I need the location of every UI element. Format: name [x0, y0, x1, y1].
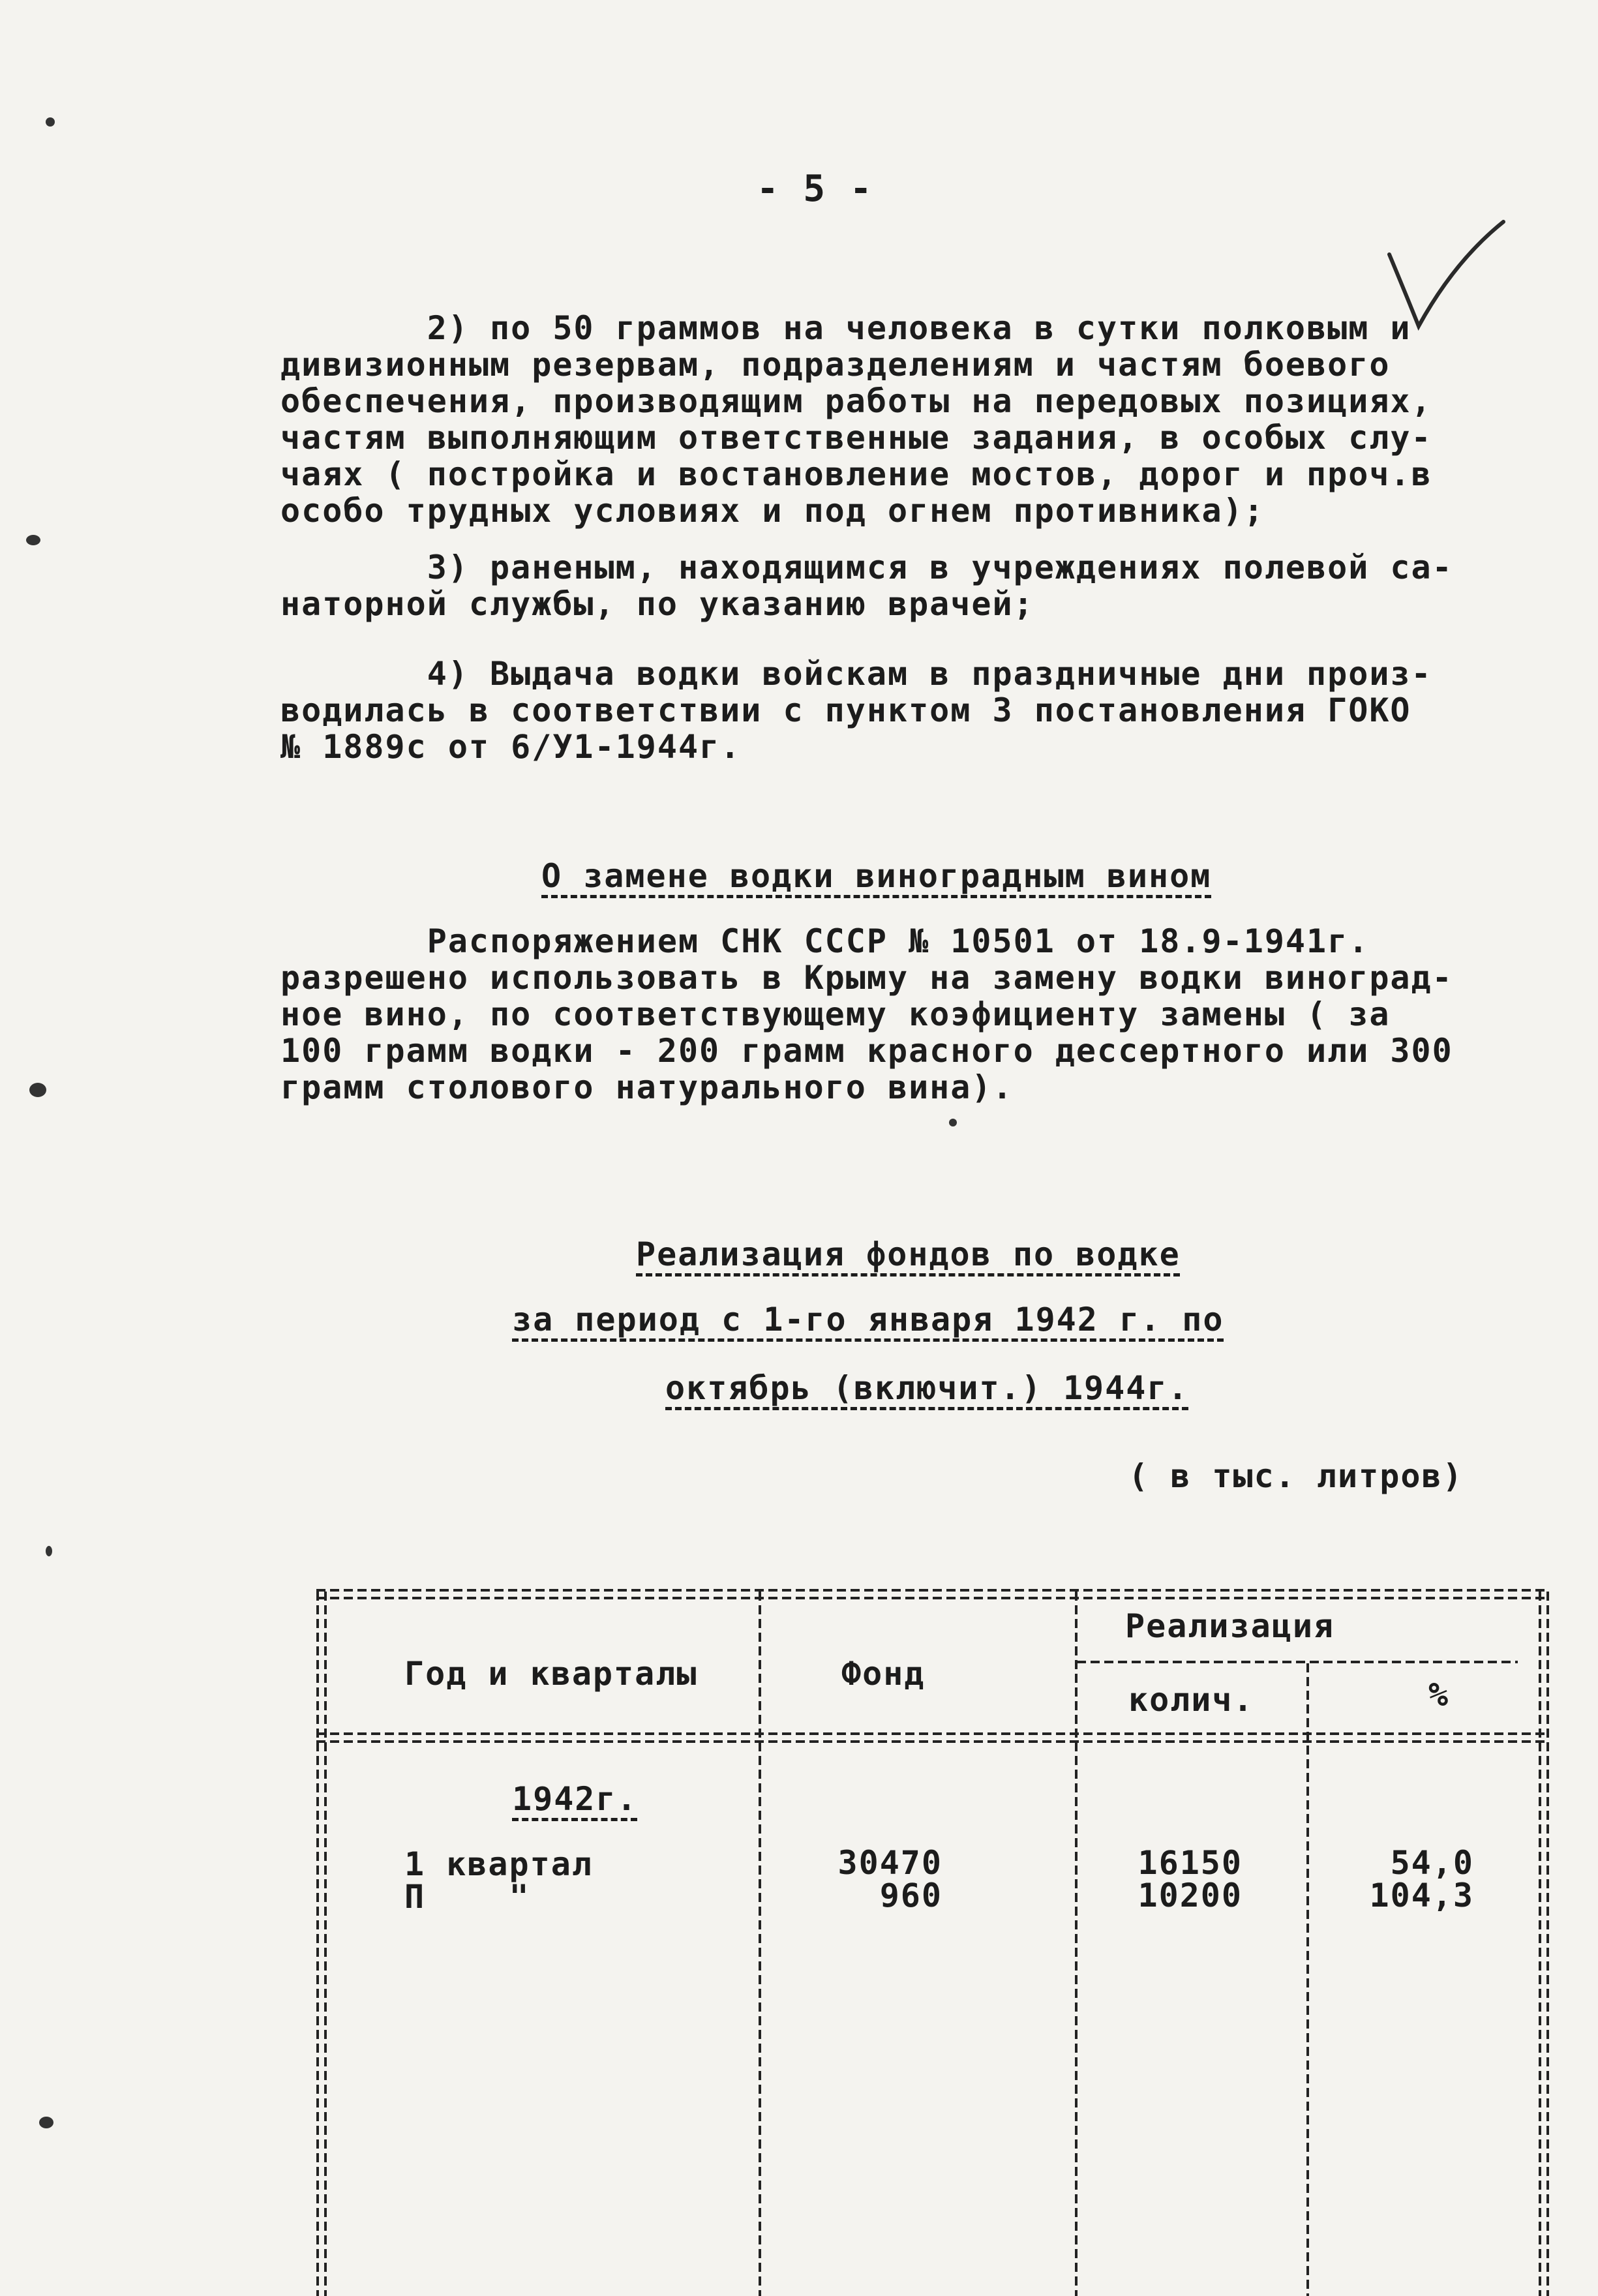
- row-1-period: 1 квартал: [404, 1845, 593, 1883]
- row-2-percent: 104,3: [1369, 1877, 1474, 1914]
- paragraph-4: 4) Выдача водки войскам в праздничные дни произ- водилась в соответствии с пунктом 3 постановления ГОКО № 1889с от 6/У1-1944г.: [280, 655, 1432, 766]
- header-percent: %: [1428, 1676, 1450, 1714]
- wine-section-heading: О замене водки виноградным вином: [541, 857, 1212, 895]
- scan-speck: [46, 1546, 52, 1556]
- header-year-quarters: Год и кварталы: [404, 1655, 698, 1693]
- header-fund: Фонд: [841, 1655, 926, 1693]
- year-label: 1942г.: [512, 1780, 638, 1818]
- row-1-quantity: 16150: [1138, 1844, 1243, 1882]
- row-2-fund: 960: [879, 1877, 942, 1914]
- realization-table: [316, 1585, 1549, 2296]
- page-number: - 5 -: [757, 168, 873, 210]
- paragraph-3: 3) раненым, находящимся в учреждениях полевой са- наторной службы, по указанию врачей;: [280, 549, 1453, 623]
- row-2-quantity: 10200: [1138, 1877, 1243, 1914]
- paragraph-2: 2) по 50 граммов на человека в сутки полковым и дивизионным резервам, подразделениям и частям боевого обеспечения, производящим работы на передовых позициях, частям выполняющим ответственные задания, в особых слу- чаях ( постройка и востановление мостов, дорог и проч.в особо трудных условиях и под огнем противника);: [280, 309, 1432, 530]
- row-2-period: П ": [404, 1878, 530, 1916]
- header-quantity: колич.: [1128, 1681, 1254, 1719]
- row-1-fund: 30470: [837, 1844, 942, 1882]
- table-title-line-2: за период с 1-го января 1942 г. по: [512, 1301, 1224, 1338]
- scan-speck: [29, 1083, 46, 1097]
- table-title-line-1: Реализация фондов по водке: [636, 1235, 1181, 1273]
- row-1-percent: 54,0: [1390, 1844, 1474, 1882]
- header-realization: Реализация: [1125, 1607, 1335, 1645]
- units-note: ( в тыс. литров): [1128, 1457, 1464, 1495]
- scan-speck: [39, 2117, 53, 2128]
- scan-speck: [46, 117, 55, 127]
- wine-section-text: Распоряжением СНК СССР № 10501 от 18.9-1941г. разрешено использовать в Крыму на замену водки виноград- ное вино, по соответствующему коэфициенту замены ( за 100 грамм водки - 200 грамм красного дессертного или 300 грамм столового натурального вина).: [280, 922, 1453, 1106]
- scan-speck: [949, 1119, 957, 1126]
- scan-speck: [26, 535, 40, 545]
- table-title-line-3: октябрь (включит.) 1944г.: [665, 1369, 1189, 1407]
